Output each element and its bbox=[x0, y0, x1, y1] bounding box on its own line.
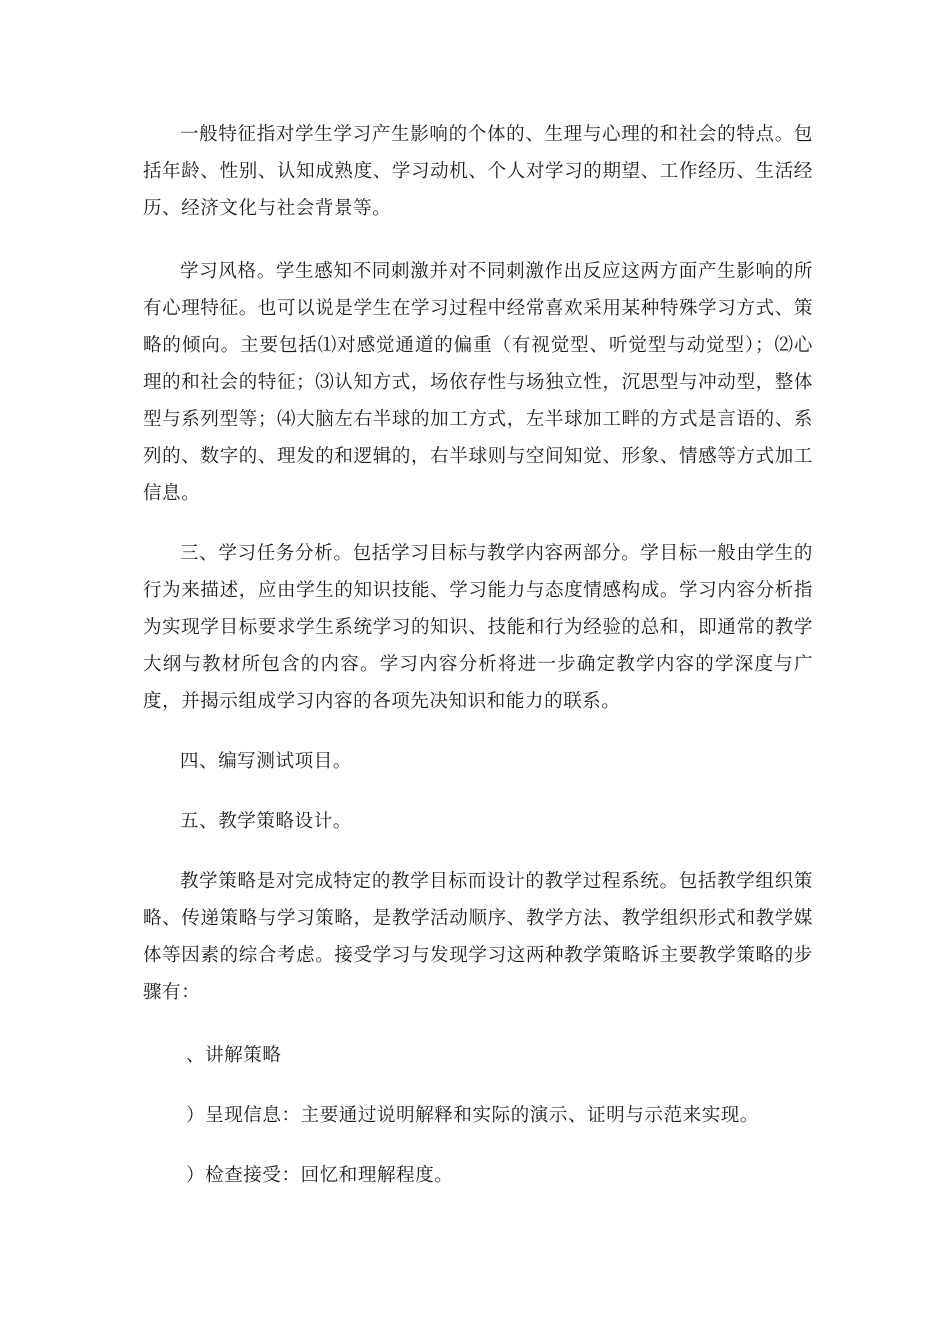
paragraph-general-characteristics: 一般特征指对学生学习产生影响的个体的、生理与心理的和社会的特点。包括年龄、性别、认知成熟度、学习动机、个人对学习的期望、工作经历、生活经历、经济文化与社会背景等。 bbox=[143, 124, 813, 219]
paragraph-task-analysis: 三、学习任务分析。包括学习目标与教学内容两部分。学目标一般由学生的行为来描述，应由学生的知识技能、学习能力与态度情感构成。学习内容分析指为实现学目标要求学生系统学习的知识、技能和行为经验的总和，即通常的教学大纲与教材所包含的内容。学习内容分析将进一步确定教学内容的学深度与广度，并揭示组成学习内容的各项先决知识和能力的联系。 bbox=[143, 543, 813, 712]
step-check-acceptance: ）检查接受：回忆和理解程度。 bbox=[186, 1165, 454, 1186]
paragraph-teaching-strategy: 教学策略是对完成特定的教学目标而设计的教学过程系统。包括教学组织策略、传递策略与学习策略，是教学活动顺序、教学方法、教学组织形式和教学媒体等因素的综合考虑。接受学习与发现学习这两种教学策略诉主要教学策略的步骤有： bbox=[143, 871, 813, 1003]
step-present-information: ）呈现信息：主要通过说明解释和实际的演示、证明与示范来实现。 bbox=[186, 1105, 760, 1126]
heading-strategy-design: 五、教学策略设计。 bbox=[180, 811, 352, 832]
paragraph-learning-style: 学习风格。学生感知不同刺激并对不同刺激作出反应这两方面产生影响的所有心理特征。也可以说是学生在学习过程中经常喜欢采用某种特殊学习方式、策略的倾向。主要包括⑴对感觉通道的偏重（有视觉型、听觉型与动觉型）；⑵心理的和社会的特征；⑶认知方式，场依存性与场独立性，沉思型与冲动型，整体型与系列型等；⑷大脑左右半球的加工方式，左半球加工畔的方式是言语的、系列的、数字的、理发的和逻辑的，右半球则与空间知觉、形象、情感等方式加工信息。 bbox=[143, 261, 813, 504]
heading-lecture-strategy: 、讲解策略 bbox=[186, 1045, 282, 1066]
heading-test-items: 四、编写测试项目。 bbox=[180, 751, 352, 772]
